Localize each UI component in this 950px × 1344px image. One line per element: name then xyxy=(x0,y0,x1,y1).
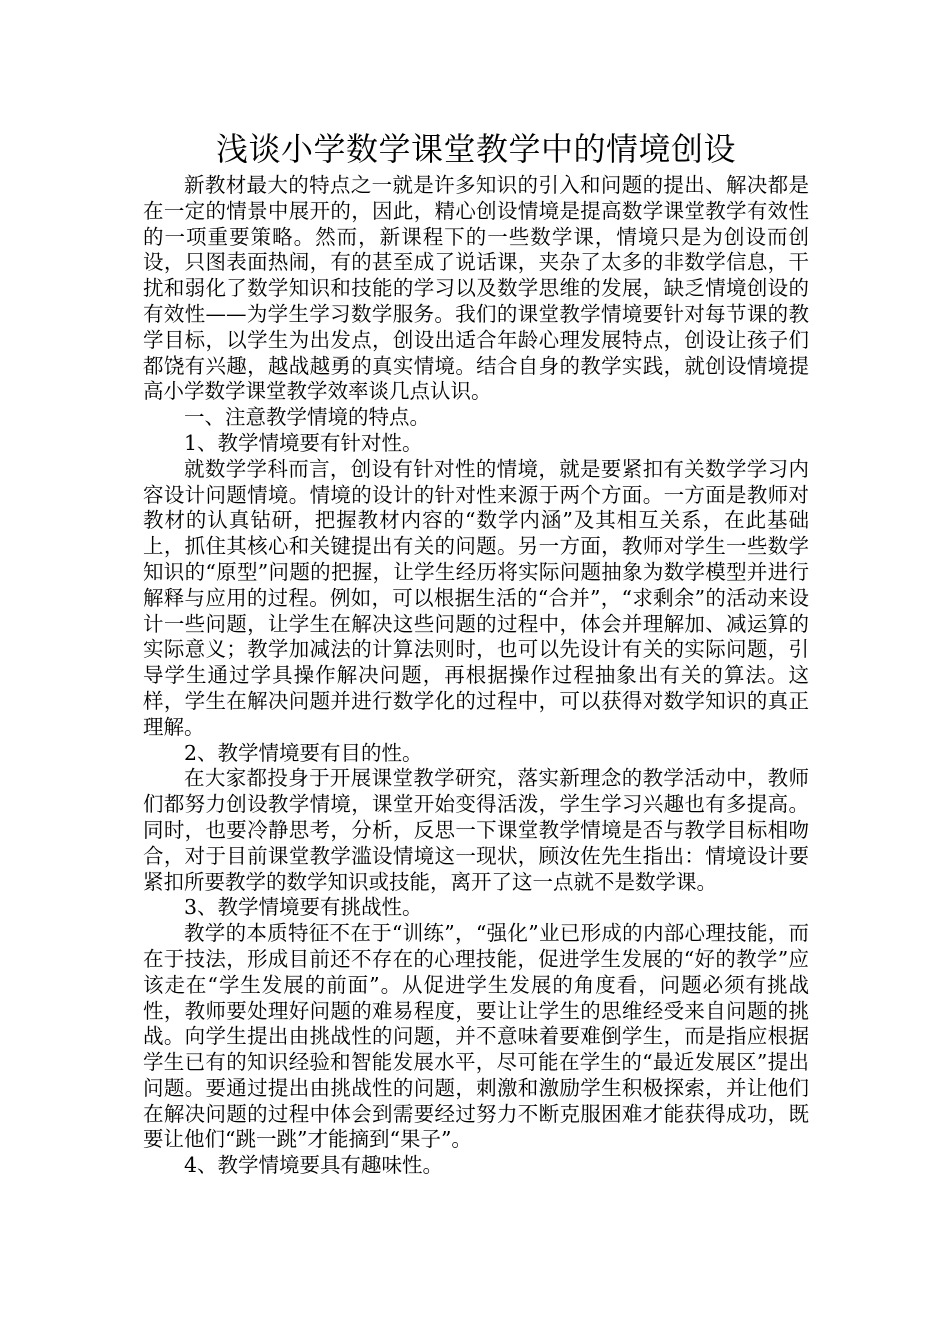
subheading-4: 4、教学情境要具有趣味性。 xyxy=(184,1153,444,1178)
subheading-3: 3、教学情境要有挑战性。 xyxy=(184,895,423,920)
subheading-2: 2、教学情境要有目的性。 xyxy=(184,740,423,765)
document-page xyxy=(143,125,809,1179)
intro-paragraph: 新教材最大的特点之一就是许多知识的引入和问题的提出、解决都是在一定的情景中展开的，因此，精心创设情境是提高数学课堂教学有效性的一项重要策略。然而，新课程下的一些数学课，情境只是为创设而创设，只图表面热闹，有的甚至成了说话课，夹杂了太多的非数学信息，干扰和弱化了数学知识和技能的学习以及数学思维的发展，缺乏情境创设的有效性——为学生学习数学服务。我们的课堂教学情境要针对每节课的教学目标，以学生为出发点，创设出适合年龄心理发展特点，创设让孩子们都饶有兴趣，越战越勇的真实情境。结合自身的教学实践，就创设情境提高小学数学课堂教学效率谈几点认识。 xyxy=(143,173,809,404)
section-heading-1: 一、注意教学情境的特点。 xyxy=(184,405,430,430)
body-paragraph-2: 在大家都投身于开展课堂教学研究，落实新理念的教学活动中，教师们都努力创设教学情境，课堂开始变得活泼，学生学习兴趣也有多提高。同时，也要冷静思考，分析，反思一下课堂教学情境是否与教学目标相吻合，对于目前课堂教学滥设情境这一现状，顾汝佐先生指出：情境设计要紧扣所要教学的数学知识或技能，离开了这一点就不是数学课。 xyxy=(143,766,809,894)
document-title: 浅谈小学数学课堂教学中的情境创设 xyxy=(215,130,736,168)
subheading-1: 1、教学情境要有针对性。 xyxy=(184,430,423,455)
body-paragraph-1: 就数学学科而言，创设有针对性的情境，就是要紧扣有关数学学习内容设计问题情境。情境的设计的针对性来源于两个方面。一方面是教师对教材的认真钻研，把握教材内容的“数学内涵”及其相互关系，在此基础上，抓住其核心和关键提出有关的问题。另一方面，教师对学生一些数学知识的“原型”问题的把握，让学生经历将实际问题抽象为数学模型并进行解释与应用的过程。例如，可以根据生活的“合并”，“求剩余”的活动来设计一些问题，让学生在解决这些问题的过程中，体会并理解加、减运算的实际意义；教学加减法的计算法则时，也可以先设计有关的实际问题，引导学生通过学具操作解决问题，再根据操作过程抽象出有关的算法。这样，学生在解决问题并进行数学化的过程中，可以获得对数学知识的真正理解。 xyxy=(143,456,809,739)
body-paragraph-3: 教学的本质特征不在于“训练”，“强化”业已形成的内部心理技能，而在于技法，形成目前还不存在的心理技能，促进学生发展的“好的教学”应该走在“学生发展的前面”。从促进学生发展的角度看，问题必须有挑战性，教师要处理好问题的难易程度，要让让学生的思维经受来自问题的挑战。向学生提出由挑战性的问题，并不意味着要难倒学生，而是指应根据学生已有的知识经验和智能发展水平，尽可能在学生的“最近发展区”提出问题。要通过提出由挑战性的问题，刺激和激励学生积极探索，并让他们在解决问题的过程中体会到需要经过努力不断克服困难才能获得成功，既要让他们“跳一跳”才能摘到“果子”。 xyxy=(143,921,809,1152)
